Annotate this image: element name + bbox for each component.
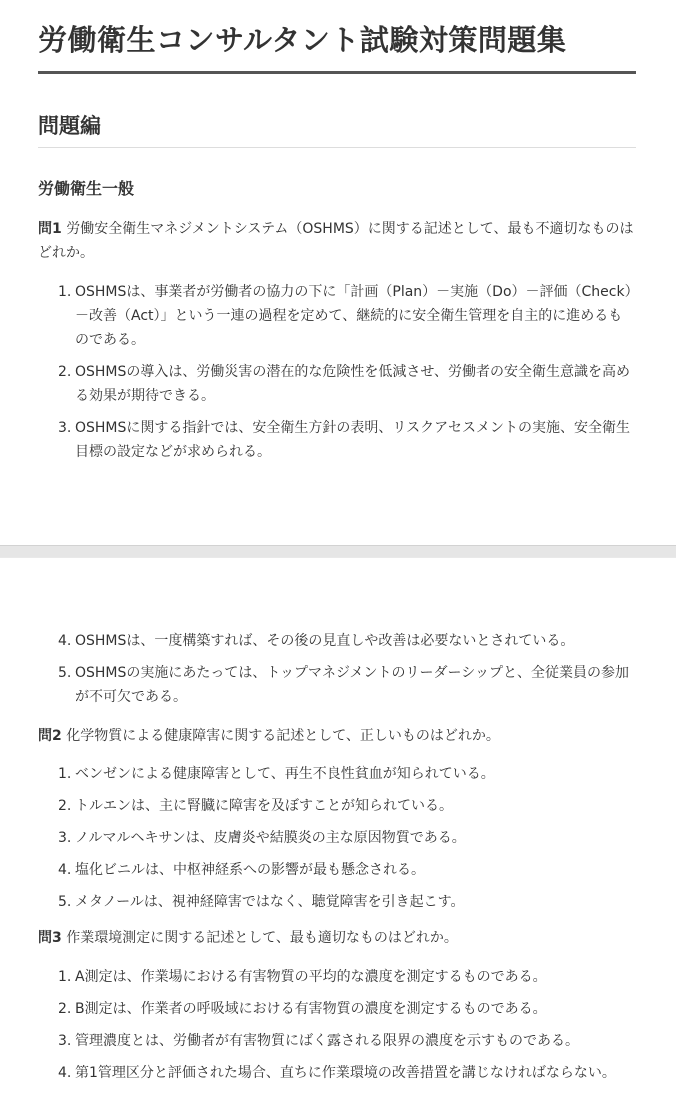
option-number: 3.	[58, 420, 72, 436]
page-break	[0, 545, 676, 558]
option-item	[38, 997, 636, 1021]
option-text: 第1管理区分と評価された場合、直ちに作業環境の改善措置を講じなければならない。	[75, 1065, 616, 1081]
option-number: 4.	[58, 633, 72, 649]
option-text: ベンゼンによる健康障害として、再生不良性貧血が知られている。	[75, 766, 495, 782]
option-text: OSHMSの導入は、労働災害の潜在的な危険性を低減させ、労働者の安全衛生意識を高める効果が期待できる。	[75, 364, 630, 404]
option-item	[38, 629, 636, 653]
option-text: OSHMSは、一度構築すれば、その後の見直しや改善は必要ないとされている。	[75, 633, 575, 649]
option-item	[38, 965, 636, 989]
page-2	[0, 558, 676, 1096]
question-text	[38, 926, 636, 950]
option-item	[38, 661, 636, 709]
option-number: 5.	[58, 665, 72, 681]
option-text: 塩化ビニルは、中枢神経系への影響が最も懸念される。	[75, 862, 425, 878]
question-2	[38, 724, 636, 748]
question-1-options-continued	[38, 629, 636, 709]
option-item	[38, 416, 636, 464]
question-3	[38, 926, 636, 950]
question-3-options	[38, 965, 636, 1085]
option-number: 4.	[58, 1065, 72, 1081]
option-number: 1.	[58, 284, 72, 300]
option-number: 1.	[58, 969, 72, 985]
option-text: 管理濃度とは、労働者が有害物質にばく露される限界の濃度を示すものである。	[75, 1033, 579, 1049]
page-1	[0, 0, 676, 545]
option-item	[38, 762, 636, 786]
option-text: OSHMSの実施にあたっては、トップマネジメントのリーダーシップと、全従業員の参加が不可欠である。	[75, 665, 629, 705]
option-number: 5.	[58, 894, 72, 910]
question-text	[38, 217, 636, 265]
option-text: A測定は、作業場における有害物質の平均的な濃度を測定するものである。	[75, 969, 547, 985]
option-number: 2.	[58, 364, 72, 380]
option-item	[38, 858, 636, 882]
question-text	[38, 724, 636, 748]
option-item	[38, 794, 636, 818]
question-number: 問3	[38, 930, 62, 946]
option-item	[38, 280, 636, 352]
question-body: 労働安全衛生マネジメントシステム（OSHMS）に関する記述として、最も不適切なものはどれか。	[38, 221, 634, 261]
option-text: ノルマルヘキサンは、皮膚炎や結膜炎の主な原因物質である。	[75, 830, 466, 846]
option-number: 3.	[58, 1033, 72, 1049]
option-item	[38, 360, 636, 408]
option-number: 1.	[58, 766, 72, 782]
question-body: 作業環境測定に関する記述として、最も適切なものはどれか。	[66, 930, 458, 946]
section-title: 問題編	[38, 114, 101, 138]
option-item	[38, 826, 636, 850]
section-divider	[38, 147, 636, 148]
subsection-title: 労働衛生一般	[38, 179, 135, 198]
option-number: 2.	[58, 1001, 72, 1017]
option-text: B測定は、作業者の呼吸域における有害物質の濃度を測定するものである。	[75, 1001, 547, 1017]
option-number: 2.	[58, 798, 72, 814]
option-text: OSHMSに関する指針では、安全衛生方針の表明、リスクアセスメントの実施、安全衛生目標の設定などが求められる。	[75, 420, 630, 460]
question-2-options	[38, 762, 636, 914]
question-number: 問1	[38, 221, 62, 237]
option-number: 4.	[58, 862, 72, 878]
title-divider	[38, 71, 636, 74]
option-text: OSHMSは、事業者が労働者の協力の下に「計画（Plan）－実施（Do）－評価（Check）－改善（Act）」という一連の過程を定めて、継続的に安全衛生管理を自主的に進めるものである。	[75, 284, 632, 348]
document-title: 労働衛生コンサルタント試験対策問題集	[38, 23, 567, 57]
option-text: メタノールは、視神経障害ではなく、聴覚障害を引き起こす。	[75, 894, 465, 910]
option-item	[38, 890, 636, 914]
question-1-options	[38, 280, 636, 464]
option-item	[38, 1029, 636, 1053]
question-number: 問2	[38, 728, 62, 744]
option-item	[38, 1061, 636, 1085]
question-1	[38, 217, 636, 265]
option-text: トルエンは、主に腎臓に障害を及ぼすことが知られている。	[75, 798, 453, 814]
question-body: 化学物質による健康障害に関する記述として、正しいものはどれか。	[66, 728, 500, 744]
option-number: 3.	[58, 830, 72, 846]
